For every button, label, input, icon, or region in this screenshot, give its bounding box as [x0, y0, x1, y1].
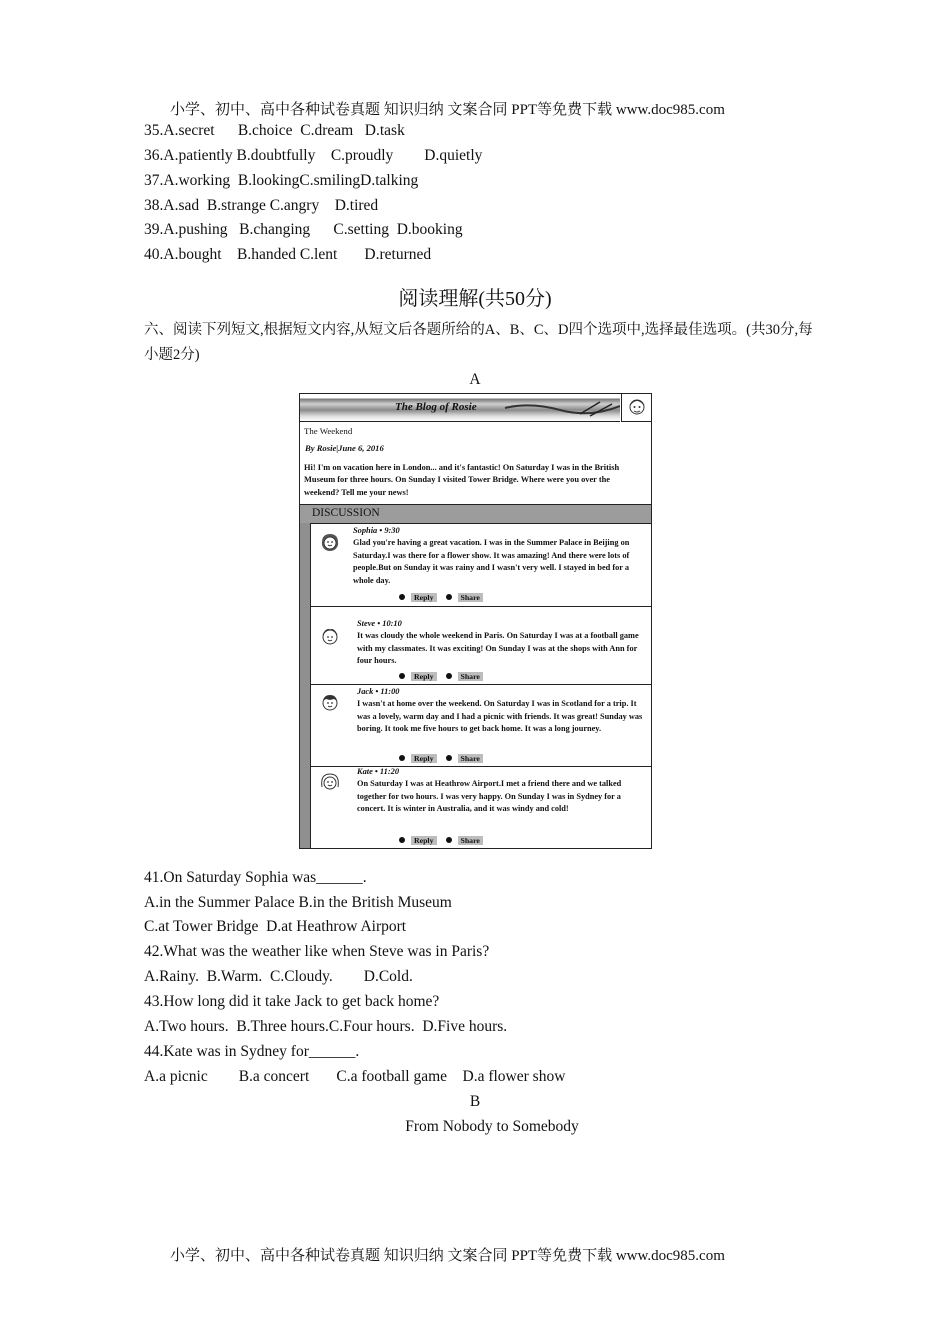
- page-header: 小学、初中、高中各种试卷真题 知识归纳 文案合同 PPT等免费下载 www.doc985.com: [170, 102, 725, 118]
- question-42: 42.What was the weather like when Steve was in Paris?: [144, 943, 490, 960]
- kate-avatar-icon: [318, 771, 342, 795]
- discussion-side-strip: [300, 523, 311, 848]
- passage-a-label: A: [469, 371, 481, 388]
- comment-author: Jack • 11:00: [357, 687, 400, 696]
- bullet-icon: [446, 837, 452, 843]
- blog-title: The Blog of Rosie: [395, 401, 477, 413]
- post-byline: By Rosie|June 6, 2016: [305, 443, 384, 453]
- bullet-icon: [399, 837, 405, 843]
- share-button[interactable]: Share: [458, 754, 483, 763]
- post-body: Hi! I'm on vacation here in London... and it's fantastic! On Saturday I was in the British Museum for three hours. On Sunday I visited Tower Bridge. Where were you over the weekend? Tell me your news!: [304, 463, 620, 497]
- comment-author: Sophia • 9:30: [353, 526, 400, 535]
- comment-jack: [311, 685, 651, 767]
- sophia-avatar-icon: [318, 531, 342, 555]
- section-title: 阅读理解(共50分): [398, 288, 552, 310]
- bullet-icon: [399, 673, 405, 679]
- bullet-icon: [446, 755, 452, 761]
- steve-avatar-icon: [318, 625, 342, 649]
- question-43: 43.How long did it take Jack to get back home?: [144, 993, 440, 1010]
- comment-actions: [399, 591, 492, 603]
- reply-button[interactable]: Reply: [411, 836, 437, 845]
- comment-steve: [311, 607, 651, 685]
- comment-author: Kate • 11:20: [357, 767, 400, 776]
- jack-avatar-icon: [318, 691, 342, 715]
- blog-figure: [299, 393, 652, 849]
- reply-button[interactable]: Reply: [411, 593, 437, 602]
- question-41: 41.On Saturday Sophia was______.: [144, 869, 367, 886]
- discussion-label: DISCUSSION: [312, 507, 380, 519]
- page-footer: 小学、初中、高中各种试卷真题 知识归纳 文案合同 PPT等免费下载 www.doc985.com: [170, 1248, 725, 1264]
- question-42-options: A.Rainy. B.Warm. C.Cloudy. D.Cold.: [144, 968, 413, 985]
- question-41-options-ab: A.in the Summer Palace B.in the British Museum: [144, 894, 452, 911]
- reply-button[interactable]: Reply: [411, 672, 437, 681]
- cloze-item-38: 38.A.sad B.strange C.angry D.tired: [144, 197, 379, 214]
- share-button[interactable]: Share: [458, 836, 483, 845]
- comment-actions: [399, 670, 492, 682]
- cloze-item-36: 36.A.patiently B.doubtfully C.proudly D.quietly: [144, 147, 483, 164]
- post-title: The Weekend: [304, 426, 353, 436]
- bullet-icon: [399, 594, 405, 600]
- question-43-options: A.Two hours. B.Three hours.C.Four hours. D.Five hours.: [144, 1018, 508, 1035]
- reply-button[interactable]: Reply: [411, 754, 437, 763]
- rosie-avatar-icon: [621, 394, 652, 422]
- comment-actions: [399, 834, 492, 846]
- comment-actions: [399, 752, 492, 764]
- comment-sophia: [311, 523, 651, 607]
- comment-text: Glad you're having a great vacation. I was in the Summer Palace in Beijing on Saturday.I was there for a flower show. It was amazing! And there were lots of people.But on Sunday it was rainy and I wasn't very well. I stayed in bed for a whole day.: [353, 538, 630, 585]
- cloze-item-37: 37.A.working B.lookingC.smilingD.talking: [144, 172, 419, 189]
- comment-author: Steve • 10:10: [357, 619, 402, 628]
- question-41-options-cd: C.at Tower Bridge D.at Heathrow Airport: [144, 918, 407, 935]
- bullet-icon: [446, 594, 452, 600]
- share-button[interactable]: Share: [458, 672, 483, 681]
- share-button[interactable]: Share: [458, 593, 483, 602]
- blog-banner: [300, 394, 620, 422]
- question-44-options: A.a picnic B.a concert C.a football game D.a flower show: [144, 1068, 566, 1085]
- cloze-item-39: 39.A.pushing B.changing C.setting D.booking: [144, 221, 463, 238]
- cloze-item-40: 40.A.bought B.handed C.lent D.returned: [144, 246, 432, 263]
- comment-kate: [311, 767, 651, 848]
- bullet-icon: [399, 755, 405, 761]
- cloze-item-35: 35.A.secret B.choice C.dream D.task: [144, 122, 405, 139]
- question-44: 44.Kate was in Sydney for______.: [144, 1043, 360, 1060]
- discussion-header: [300, 504, 651, 524]
- section-instruction: 六、阅读下列短文,根据短文内容,从短文后各题所给的A、B、C、D四个选项中,选择最佳选项。(共30分,每小题2分): [144, 322, 813, 363]
- comment-text: It was cloudy the whole weekend in Paris. On Saturday I was at a football game with my classmates. It was exciting! On Sunday I was at the shops with Ann for four hours.: [357, 631, 639, 666]
- passage-b-label: B: [469, 1093, 481, 1110]
- comment-text: On Saturday I was at Heathrow Airport.I met a friend there and we talked together for two hours. I was very happy. On Sunday I was in Sydney for a concert. It is winter in Australia, and it was windy and cold!: [357, 779, 622, 814]
- comment-text: I wasn't at home over the weekend. On Saturday I was in Scotland for a trip. It was a lovely, warm day and I had a picnic with friends. It was great! Sunday was boring. It took me five hours to get back home. It was a long journey.: [357, 699, 643, 734]
- bullet-icon: [446, 673, 452, 679]
- passage-b-title: From Nobody to Somebody: [405, 1118, 579, 1135]
